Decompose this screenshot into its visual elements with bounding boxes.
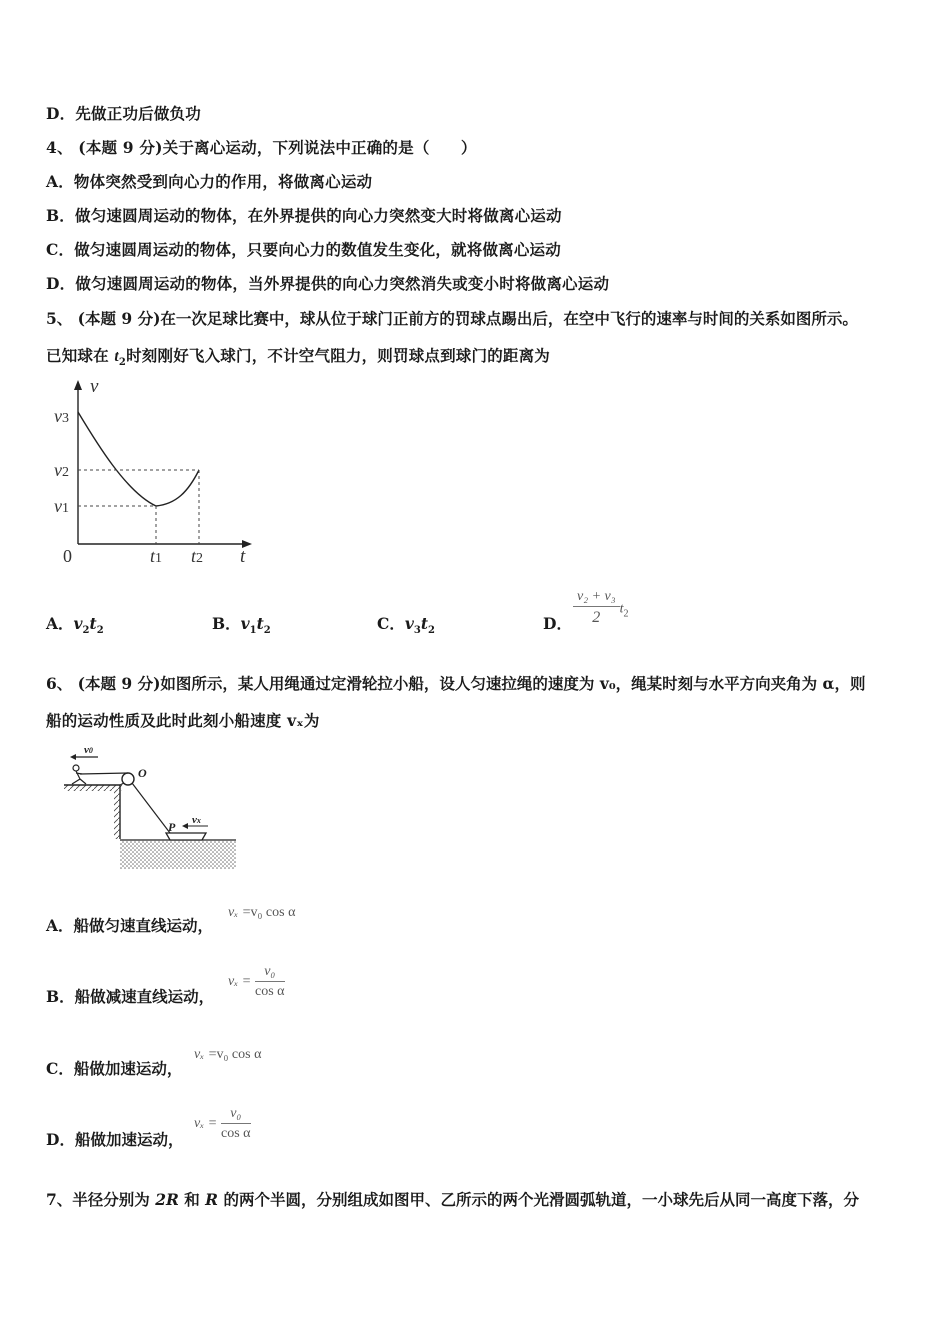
pulley-boat-figure (58, 741, 238, 873)
svg-text:v0 (84, 744, 93, 756)
q6-option-b: B．船做减速直线运动， (46, 987, 215, 1006)
vx-label: v (192, 814, 197, 826)
person-head (73, 765, 79, 771)
speed-curve (78, 412, 199, 506)
q3-option-d: D．先做正功后做负功 (46, 104, 201, 123)
q4-option-a: A．物体突然受到向心力的作用，将做离心运动 (46, 172, 373, 191)
q6-option-a: A．船做匀速直线运动， (46, 916, 214, 935)
water (120, 841, 236, 869)
point-p-label: P (168, 820, 176, 834)
q6-option-c: C．船做加速运动， (46, 1059, 183, 1078)
person-body (72, 771, 86, 784)
q6-stem-line2: 船的运动性质及此时此刻小船速度 vₓ为 (46, 711, 320, 730)
svg-text:vx (192, 814, 201, 826)
t2-sub: 2 (196, 551, 204, 566)
q5-option-d-label: D． (543, 614, 572, 633)
q6-option-d-formula: vₓ = $\frac{\text{v₀}}{\text{cos α}}$ (194, 1106, 251, 1141)
svg-text:t1 (150, 546, 162, 566)
svg-text:t2 (191, 546, 203, 566)
cliff-top-hatch (64, 785, 122, 791)
q6-option-c-formula: vₓ =v₀ cos α (194, 1047, 262, 1062)
t1-sub: 1 (155, 551, 163, 566)
q4-option-c: C．做匀速圆周运动的物体，只要向心力的数值发生变化，就将做离心运动 (46, 240, 561, 259)
fraction-denominator: 2 (592, 609, 601, 626)
v0-label: v (84, 744, 89, 756)
v1-label: v (54, 496, 62, 516)
q7-stem: 7、半径分别为 2R 和 R 的两个半圆，分别组成如图甲、乙所示的两个光滑圆弧轨道，一小球先后从同一高度下落，分 (46, 1190, 859, 1209)
x-axis-label: t (240, 546, 246, 567)
vx-sub: x (196, 816, 201, 825)
q6-option-d: D．船做加速运动， (46, 1130, 184, 1149)
pulley-support (120, 783, 124, 785)
v3-sub: 3 (62, 411, 69, 426)
q5-stem-line1: 5、 (本题 9 分)在一次足球比赛中，球从位于球门正前方的罚球点踢出后，在空中飞行的速率与时间的关系如图所示。 (46, 309, 858, 328)
q4-option-b: B．做匀速圆周运动的物体，在外界提供的向心力突然变大时将做离心运动 (46, 206, 562, 225)
v3-label: v (54, 406, 62, 426)
graph-y-arrow (74, 380, 82, 390)
q6-stem-line1: 6、 (本题 9 分)如图所示，某人用绳通过定滑轮拉小船，设人匀速拉绳的速度为 v₀，绳某时刻与水平方向夹角为 α，则 (46, 674, 866, 693)
rope-slanted (132, 783, 170, 833)
t1-label: t (150, 546, 156, 566)
pulley-o-label: O (138, 766, 147, 780)
t2-label: t (191, 546, 197, 566)
q5-option-d-formula: $\frac{\text{v₂ + v₃}}{2}$ $t_2$ (573, 589, 629, 627)
velocity-time-graph (46, 372, 266, 572)
fraction-numerator: v₂ + v₃ (573, 589, 620, 607)
boat (166, 833, 206, 840)
v2-sub: 2 (62, 465, 69, 480)
q5-option-b: B．$v_1t_2$ (212, 614, 271, 637)
origin-label: 0 (63, 546, 72, 566)
q4-option-d: D．做匀速圆周运动的物体，当外界提供的向心力突然消失或变小时将做离心运动 (46, 274, 610, 293)
svg-text:v1 (54, 496, 69, 516)
y-axis-label: v (90, 376, 99, 397)
q5-option-a: A．$v_2t_2$ (46, 614, 104, 637)
svg-text:v3 (54, 406, 69, 426)
vx-arrowhead (182, 823, 188, 829)
v0-arrowhead (70, 754, 76, 760)
rope-horizontal (80, 773, 128, 774)
q6-option-a-formula: vₓ =v₀ cos α (228, 905, 296, 920)
q5-option-c: C．$v_3t_2$ (377, 614, 435, 637)
v0-sub: 0 (88, 746, 93, 755)
svg-text:v2 (54, 460, 69, 480)
v2-label: v (54, 460, 62, 480)
cliff-wall-hatch (114, 791, 120, 839)
q4-stem: 4、 (本题 9 分)关于离心运动，下列说法中正确的是（ ） (46, 138, 477, 157)
v1-sub: 1 (62, 501, 69, 516)
q5-stem-line2: 已知球在 $t_2$时刻刚好飞入球门，不计空气阻力，则罚球点到球门的距离为 (46, 346, 550, 369)
q6-option-b-formula: vₓ = $\frac{\text{v₀}}{\text{cos α}}$ (228, 964, 285, 999)
